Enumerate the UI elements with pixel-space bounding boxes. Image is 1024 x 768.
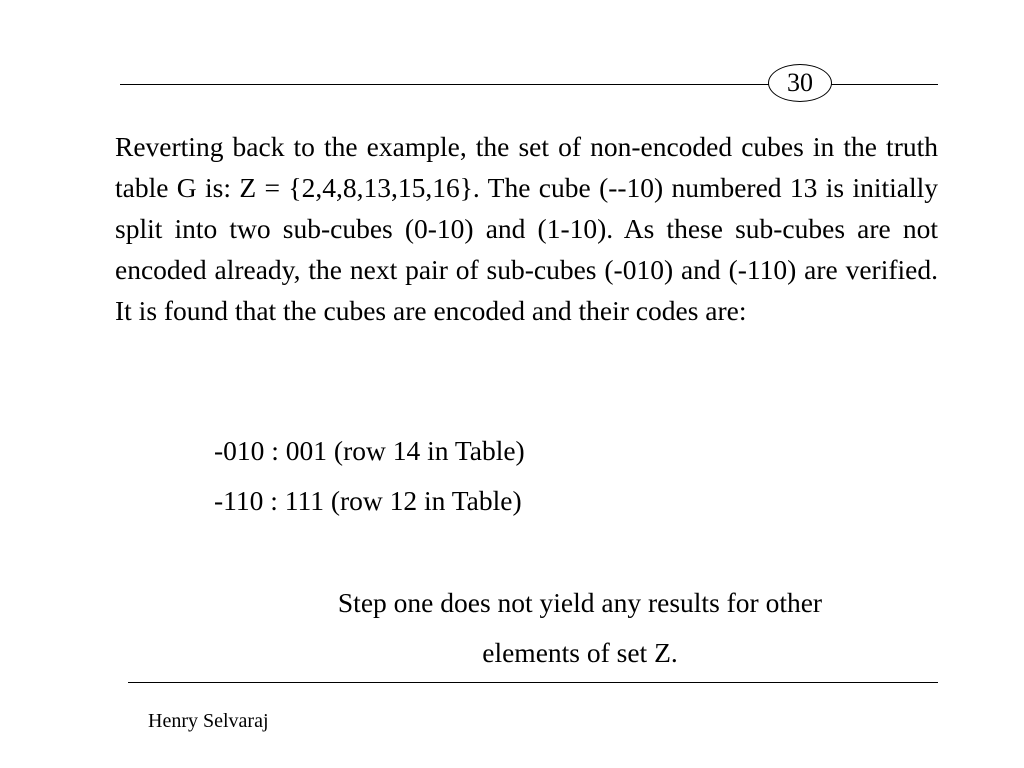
conclusion-text: [200, 578, 960, 678]
top-rule-right: [830, 84, 938, 85]
code-line-110: -110 : 111 (row 12 in Table): [214, 485, 522, 516]
top-rule-left: [120, 84, 770, 85]
conclusion-line-2: elements of set Z.: [482, 637, 678, 668]
bottom-rule: [128, 682, 938, 683]
author-footer: Henry Selvaraj: [148, 710, 269, 732]
page-number-badge: 30: [768, 64, 832, 102]
conclusion-line-1: Step one does not yield any results for other: [337, 587, 823, 618]
body-paragraph: Reverting back to the example, the set of non-encoded cubes in the truth table G is: Z = {2,4,8,13,15,16}. The cube (--10) numbered 13 is initially split into two sub-cubes (0-10) and (1-10). As these sub-cubes are not encoded already, the next pair of sub-cubes (-010) and (-110) are verified. It is found that the cubes are encoded and their codes are:: [115, 131, 938, 326]
code-line-010: -010 : 001 (row 14 in Table): [214, 435, 525, 466]
